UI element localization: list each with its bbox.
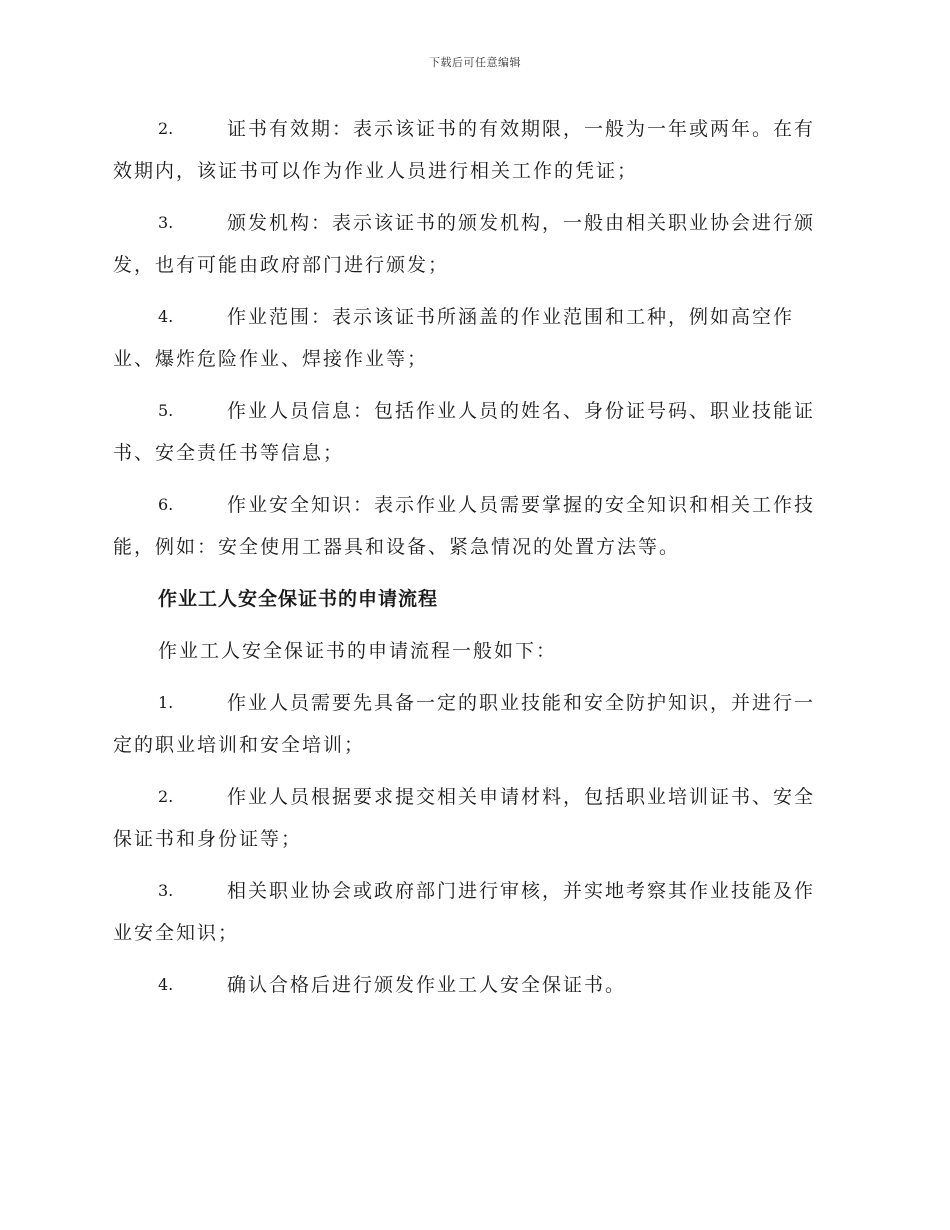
list-item xyxy=(113,108,835,192)
list-item-number: 5. xyxy=(158,401,174,420)
list-item-text: 相关职业协会或政府部门进行审核，并实地考察其作业技能及作业安全知识； xyxy=(113,880,816,944)
list-item-text: 作业范围：表示该证书所涵盖的作业范围和工种，例如高空作业、爆炸危险作业、焊接作业等； xyxy=(113,306,795,370)
list-item xyxy=(113,390,835,474)
list-item-number: 1. xyxy=(158,693,174,712)
list-item-number: 4. xyxy=(158,307,174,326)
list-item-number: 3. xyxy=(158,881,174,900)
list-item-number: 2. xyxy=(158,787,174,806)
list-item-text: 颁发机构：表示该证书的颁发机构，一般由相关职业协会进行颁发，也有可能由政府部门进行颁发； xyxy=(113,212,816,276)
list-item-text: 作业安全知识：表示作业人员需要掌握的安全知识和相关工作技能，例如：安全使用工器具和设备、紧急情况的处置方法等。 xyxy=(113,494,816,558)
list-item xyxy=(113,296,835,380)
list-item-text: 作业人员根据要求提交相关申请材料，包括职业培训证书、安全保证书和身份证等； xyxy=(113,786,816,850)
document-body xyxy=(113,108,835,1016)
list-item xyxy=(113,964,835,1006)
list-item xyxy=(113,202,835,286)
list-item xyxy=(113,682,835,766)
list-item-number: 6. xyxy=(158,495,174,514)
section-heading: 作业工人安全保证书的申请流程 xyxy=(158,588,439,610)
list-item-number: 3. xyxy=(158,213,174,232)
list-item-text: 确认合格后进行颁发作业工人安全保证书。 xyxy=(227,974,627,996)
list-item-text: 作业人员需要先具备一定的职业技能和安全防护知识，并进行一定的职业培训和安全培训； xyxy=(113,692,816,756)
list-item-text: 证书有效期：表示该证书的有效期限，一般为一年或两年。在有效期内，该证书可以作为作业人员进行相关工作的凭证； xyxy=(113,118,816,182)
list-item xyxy=(113,484,835,568)
list-item xyxy=(113,870,835,954)
list-item-text: 作业人员信息：包括作业人员的姓名、身份证号码、职业技能证书、安全责任书等信息； xyxy=(113,400,816,464)
list-item xyxy=(113,776,835,860)
page-header: 下载后可任意编辑 xyxy=(429,56,521,69)
list-item-number: 4. xyxy=(158,975,174,994)
section-intro: 作业工人安全保证书的申请流程一般如下： xyxy=(158,640,558,662)
list-item-number: 2. xyxy=(158,119,174,138)
